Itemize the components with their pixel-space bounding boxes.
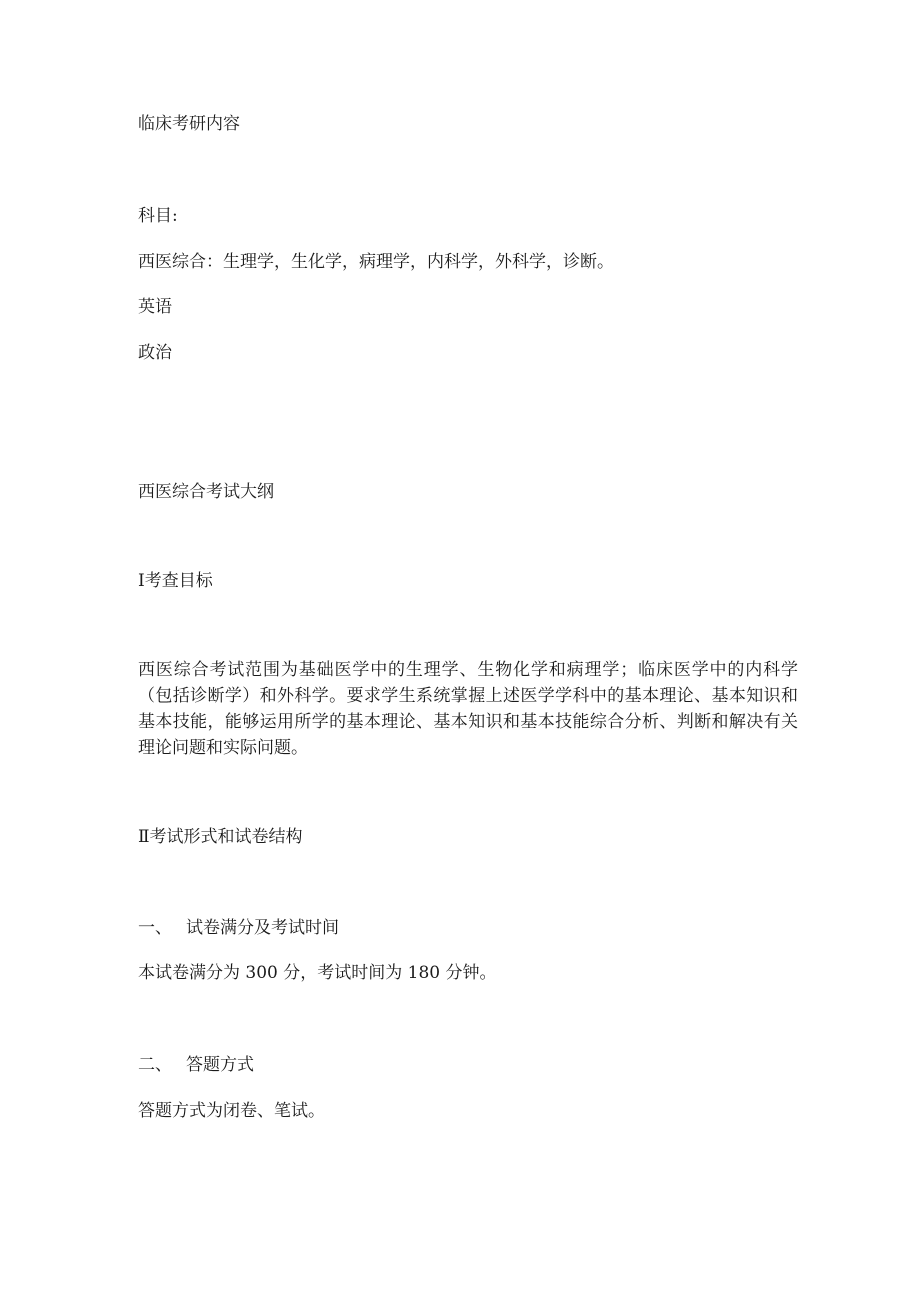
section-body: 西医综合考试范围为基础医学中的生理学、生物化学和病理学；临床医学中的内科学（包括诊断学）和外科学。要求学生系统掌握上述医学学科中的基本理论、基本知识和基本技能，能够运用所学的基本理论、基本知识和基本技能综合分析、判断和解决有关理论问题和实际问题。 [138,660,798,758]
item-number: 二、 [138,1055,172,1075]
section-heading: Ⅱ考试形式和试卷结构 [138,827,303,847]
section-heading: Ⅰ考查目标 [138,571,213,591]
item-heading [138,1054,254,1076]
subject-item: 英语 [138,297,172,317]
subject-item: 政治 [138,343,172,363]
item-heading [138,917,339,939]
subjects-label: 科目: [138,206,178,226]
outline-title: 西医综合考试大纲 [138,482,274,502]
item-text: 答题方式为闭卷、笔试。 [138,1101,325,1121]
subject-item: 西医综合：生理学，生化学，病理学，内科学，外科学，诊断。 [138,252,614,272]
item-title: 答题方式 [186,1055,254,1075]
item-number: 一、 [138,918,172,938]
document-title: 临床考研内容 [138,114,240,134]
item-text: 本试卷满分为 300 分，考试时间为 180 分钟。 [138,963,497,983]
item-title: 试卷满分及考试时间 [186,918,339,938]
